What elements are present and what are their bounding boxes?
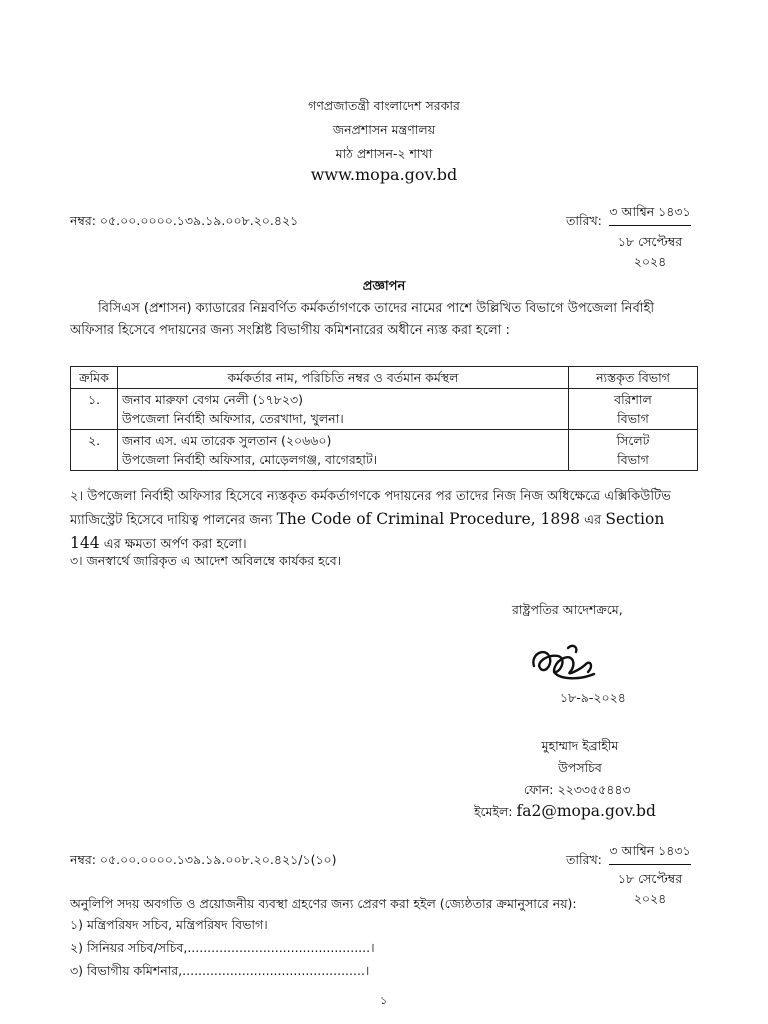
- signatory-phone: ফোন: ২২৩৩৫৫৪৪৩: [524, 782, 631, 797]
- serial-cell: ১.: [71, 389, 118, 430]
- signature-date: ১৮-৯-২০২৪: [560, 690, 626, 705]
- paragraph-3: ৩। জনস্বার্থে জারিকৃত এ আদেশ অবিলম্বে কার্যকর হবে।: [70, 553, 342, 568]
- copy-date-bangla: ৩ আশ্বিন ১৪৩১: [609, 843, 690, 865]
- copy-memo-number: নম্বর: ০৫.০০.০০০০.১৩৯.১৯.০০৮.২০.৪২১/১(১০): [70, 852, 337, 867]
- copy-item: ২) সিনিয়র সচিব/সচিব,..............................................।: [70, 940, 375, 955]
- division-suffix: বিভাগ: [617, 411, 649, 426]
- paragraph-2-text: ২। উপজেলা নির্বাহী অফিসার হিসেবে ন্যস্তকৃত কর্মকর্তাগণকে পদায়নের পর তাদের নিজ নিজ অধিক্ষেত্রে এক্সিকিউটিভ ম্যাজিস্ট্রেট হিসেবে দায়িত্ব পালনের জন্য: [70, 489, 671, 528]
- email-label: ইমেইল:: [474, 804, 513, 819]
- division-suffix: বিভাগ: [617, 452, 649, 467]
- officer-table: [70, 366, 698, 471]
- officer-name: জনাব মারুফা বেগম নেলী (১৭৮২৩): [122, 392, 303, 407]
- division-cell: [569, 430, 698, 471]
- header-govt: গণপ্রজাতন্ত্রী বাংলাদেশ সরকার: [308, 98, 460, 113]
- serial-cell: ২.: [71, 430, 118, 471]
- signatory-designation: উপসচিব: [558, 760, 602, 775]
- division-cell: [569, 389, 698, 430]
- notice-intro: বিসিএস (প্রশাসন) ক্যাডারের নিম্নবর্ণিত কর্মকর্তাগণকে তাদের নামের পাশে উল্লিখিত বিভাগে উপজেলা নির্বাহী অফিসার হিসেবে পদায়নের জন্য সংশ্লিষ্ট বিভাগীয় কমিশনারের অধীনে ন্যস্ত করা হলো :: [70, 301, 655, 338]
- memo-date-bangla: ৩ আশ্বিন ১৪৩১: [609, 204, 690, 226]
- officer-name: জনাব এস. এম তারেক সুলতান (২০৬৬০): [122, 433, 332, 448]
- copy-intro: অনুলিপি সদয় অবগতি ও প্রয়োজনীয় ব্যবস্থা গ্রহণের জন্য প্রেরণ করা হইল (জ্যেষ্ঠতার ক্রমানুসারে নয়):: [70, 896, 577, 911]
- code-reference: The Code of Criminal Procedure, 1898: [276, 510, 580, 528]
- signatory-email-line: [474, 802, 656, 824]
- order-line: রাষ্ট্রপতির আদেশক্রমে,: [512, 602, 623, 617]
- email-link[interactable]: fa2@mopa.gov.bd: [516, 802, 656, 820]
- paragraph-2-end: এর ক্ষমতা অর্পণ করা হলো।: [103, 537, 247, 552]
- section-reference: Section 144: [70, 510, 665, 552]
- memo-date: [604, 204, 696, 274]
- header-website: www.mopa.gov.bd: [310, 165, 458, 184]
- header-branch: মাঠ প্রশাসন-২ শাখা: [335, 146, 433, 161]
- memo-date-english: ১৮ সেপ্টেম্বর ২০২৪: [617, 234, 683, 269]
- paragraph-2: [70, 486, 698, 556]
- officer-post: উপজেলা নির্বাহী অফিসার, তেরখাদা, খুলনা।: [122, 411, 344, 426]
- signatory-name: মুহাম্মাদ ইব্রাহীম: [541, 738, 619, 753]
- table-row: [71, 430, 698, 471]
- officer-post: উপজেলা নির্বাহী অফিসার, মোড়েলগঞ্জ, বাগেরহাট।: [122, 452, 378, 467]
- signature-image: [524, 636, 616, 688]
- copy-date-english: ১৮ সেপ্টেম্বর ২০২৪: [617, 871, 683, 906]
- table-header-row: [71, 367, 698, 389]
- memo-date-label: তারিখ:: [566, 213, 602, 228]
- header-ministry: জনপ্রশাসন মন্ত্রণালয়: [332, 122, 436, 137]
- officer-cell: [118, 389, 569, 430]
- copy-item: ১) মন্ত্রিপরিষদ সচিব, মন্ত্রিপরিষদ বিভাগ।: [70, 917, 268, 932]
- column-header-division: ন্যস্তকৃত বিভাগ: [569, 367, 698, 389]
- division-name: সিলেট: [616, 433, 650, 448]
- column-header-serial: ক্রমিক: [71, 367, 118, 389]
- paragraph-2-connector: এর: [584, 513, 602, 528]
- memo-number: নম্বর: ০৫.০০.০০০০.১৩৯.১৯.০০৮.২০.৪২১: [70, 213, 299, 228]
- division-name: বরিশাল: [614, 392, 652, 407]
- page-number: ১: [380, 994, 388, 1007]
- column-header-officer: কর্মকর্তার নাম, পরিচিতি নম্বর ও বর্তমান কর্মস্থল: [118, 367, 569, 389]
- copy-memo-date: [604, 843, 696, 911]
- copy-date-label: তারিখ:: [566, 852, 602, 867]
- copy-item: ৩) বিভাগীয় কমিশনার,..............................................।: [70, 963, 370, 978]
- table-row: [71, 389, 698, 430]
- notice-title: প্রজ্ঞাপন: [362, 279, 406, 294]
- officer-cell: [118, 430, 569, 471]
